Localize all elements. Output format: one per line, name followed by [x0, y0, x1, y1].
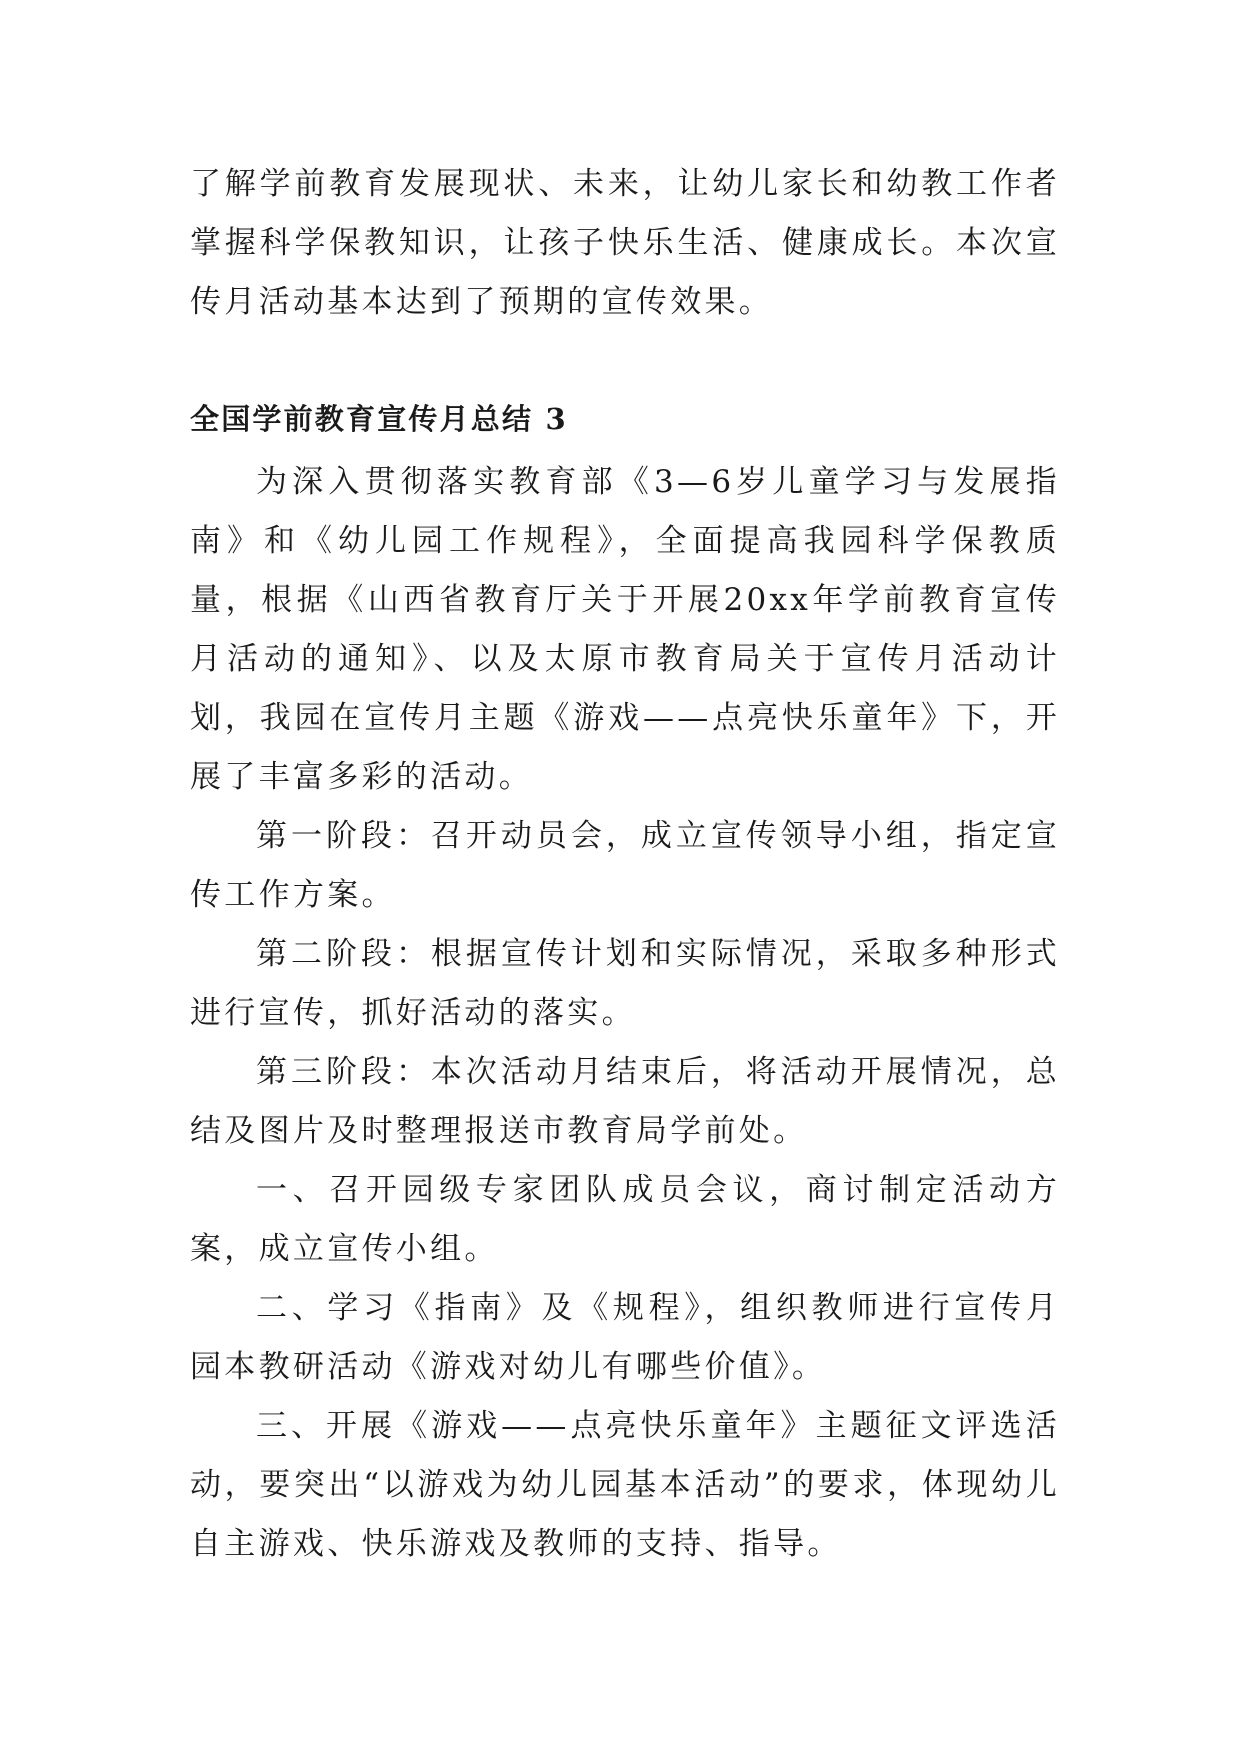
paragraph-stage-three: 第三阶段：本次活动月结束后，将活动开展情况，总结及图片及时整理报送市教育局学前处。 [190, 1054, 1060, 1149]
paragraph-item-two: 二、学习《指南》及《规程》，组织教师进行宣传月园本教研活动《游戏对幼儿有哪些价值》。 [190, 1290, 1060, 1385]
section-spacer [190, 332, 1060, 395]
paragraph-item-one: 一、召开园级专家团队成员会议，商讨制定活动方案，成立宣传小组。 [190, 1172, 1060, 1267]
paragraph-stage-two: 第二阶段：根据宣传计划和实际情况，采取多种形式进行宣传，抓好活动的落实。 [190, 936, 1060, 1031]
document-body [190, 155, 1060, 1574]
paragraph-item-three: 三、开展《游戏——点亮快乐童年》主题征文评选活动，要突出“以游戏为幼儿园基本活动”的要求，体现幼儿自主游戏、快乐游戏及教师的支持、指导。 [190, 1408, 1060, 1562]
paragraph-stage-one: 第一阶段：召开动员会，成立宣传领导小组，指定宣传工作方案。 [190, 818, 1060, 913]
section-title: 全国学前教育宣传月总结 3 [190, 402, 568, 436]
paragraph-intro-purpose: 为深入贯彻落实教育部《3—6岁儿童学习与发展指南》和《幼儿园工作规程》，全面提高我园科学保教质量，根据《山西省教育厅关于开展20xx年学前教育宣传月活动的通知》、以及太原市教育局关于宣传月活动计划，我园在宣传月主题《游戏——点亮快乐童年》下，开展了丰富多彩的活动。 [190, 464, 1060, 795]
intro-paragraph: 了解学前教育发展现状、未来，让幼儿家长和幼教工作者掌握科学保教知识，让孩子快乐生活、健康成长。本次宣传月活动基本达到了预期的宣传效果。 [190, 166, 1060, 320]
